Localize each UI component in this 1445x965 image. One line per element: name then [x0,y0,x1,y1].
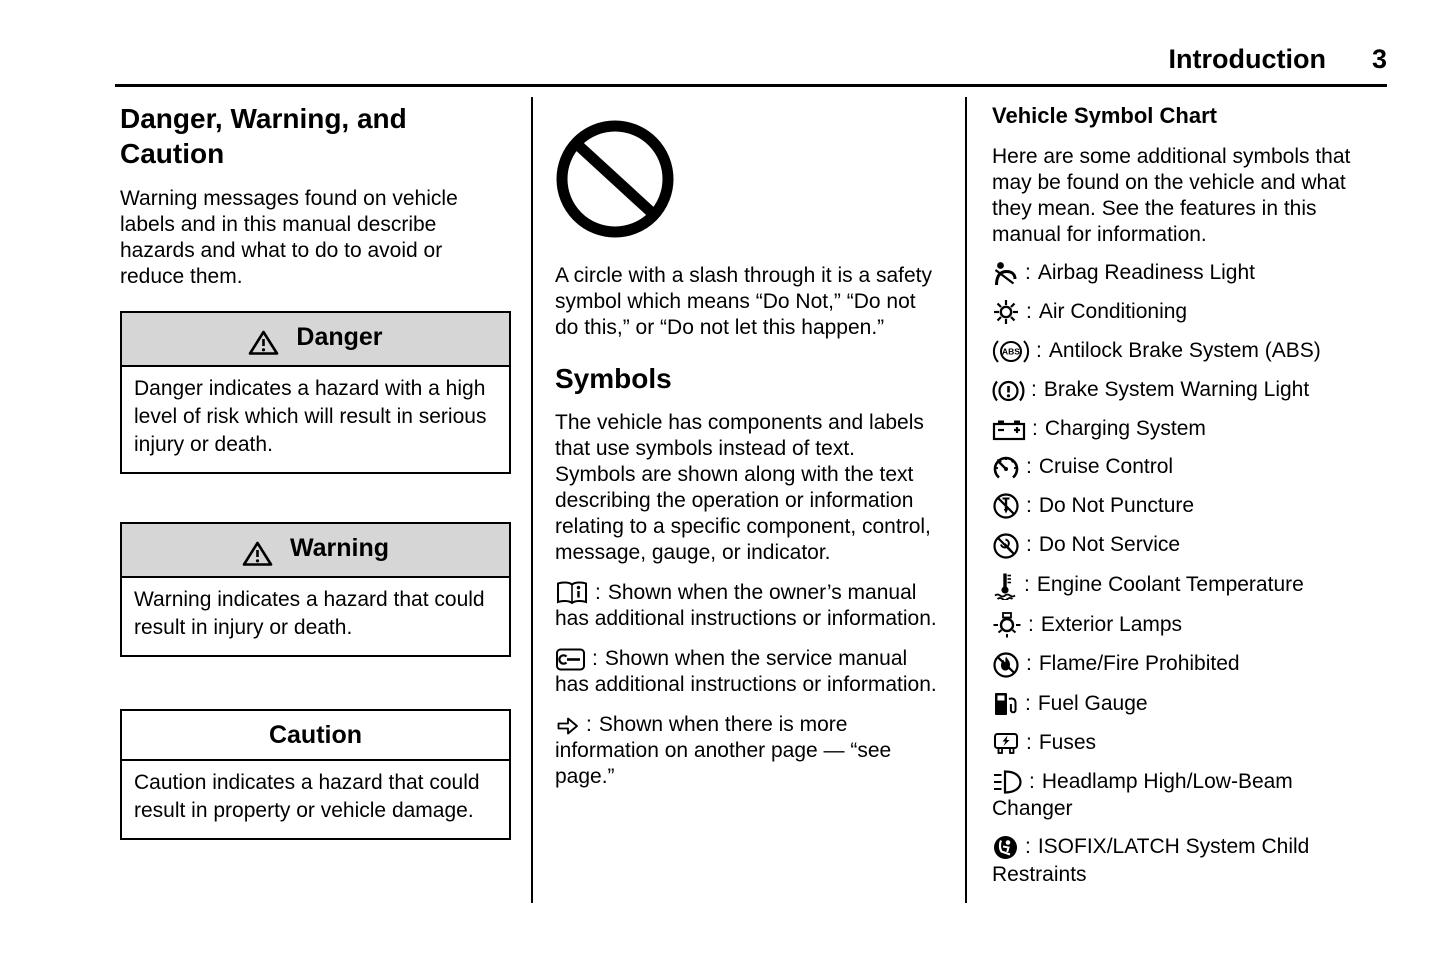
symbols-intro-paragraph: The vehicle has components and labels that use symbols instead of text. Symbols are shown along with the text describing the operation or information relating to a specific component, control, message, gauge, or indicator. [555,411,931,564]
symbol-row [992,298,1374,326]
symbol-row [992,415,1374,442]
headlamp-beam-icon [992,769,1023,795]
symbol-row [992,337,1374,365]
do-not-service-icon [992,532,1020,560]
symbol-label: Air Conditioning [1038,299,1188,323]
danger-box-title: Danger [296,323,383,351]
svg-text:ABS: ABS [1002,346,1020,357]
symbol-label: Headlamp High/Low-Beam Changer [992,769,1293,821]
page-title: Introduction [1168,44,1326,74]
caution-box-title: Caution [268,720,363,749]
symbol-row [992,833,1374,888]
symbols-heading: Symbols [555,363,672,394]
symbol-label: Cruise Control [1038,454,1174,478]
separator: : [1025,691,1031,715]
symbol-row [992,650,1374,678]
page-header [1169,44,1388,75]
service-manual-icon [555,647,586,672]
separator: : [1031,378,1037,402]
owners-manual-icon [555,580,589,606]
symbol-label: Airbag Readiness Light [1037,261,1255,284]
danger-box-body: Danger indicates a hazard with a high level of risk which will result in serious injury or death. [134,376,487,456]
separator: : [1032,416,1038,440]
symbol-label: Fuel Gauge [1037,691,1148,715]
abs-icon [992,338,1030,365]
symbol-note-label: Shown when the owner’s manual has additional instructions or information. [555,581,937,631]
symbol-label: Brake System Warning Light [1043,378,1310,402]
separator: : [1036,339,1042,363]
symbol-label: Exterior Lamps [1040,612,1183,636]
separator: : [1026,652,1032,676]
symbol-label: ISOFIX/LATCH System Child Restraints [992,835,1310,887]
symbol-row [992,376,1374,403]
page-number: 3 [1371,44,1387,74]
prohibition-caption: A circle with a slash through it is a safety symbol which means “Do Not,” “Do not do this,” or “Do not let this happen.” [555,264,933,339]
coolant-temperature-icon [992,571,1018,600]
symbol-row [992,571,1374,600]
symbol-note-see-page [555,712,937,790]
see-page-arrow-icon [555,714,580,738]
symbol-label: Do Not Puncture [1038,493,1195,517]
exterior-lamps-icon [992,611,1022,639]
separator: : [586,713,592,737]
air-conditioning-icon [992,298,1020,326]
separator: : [1026,454,1032,478]
separator: : [1028,612,1034,636]
symbol-row [992,453,1374,481]
prohibition-icon [555,119,675,239]
warning-triangle-icon [248,329,279,356]
symbol-row [992,729,1374,757]
separator: : [1029,769,1035,793]
page-content [0,97,1445,903]
caution-box [120,709,511,840]
symbol-note-service-manual [555,646,937,698]
warning-box-title: Warning [289,533,389,562]
symbol-row [992,768,1374,822]
symbol-note-owners-manual [555,580,937,632]
warning-box [120,522,511,657]
separator: : [1026,731,1032,755]
symbol-row [992,259,1374,287]
left-intro-paragraph: Warning messages found on vehicle labels and in this manual describe hazards and what to do to avoid or reduce them. [120,187,458,288]
left-column [0,97,531,840]
flame-prohibited-icon [992,651,1020,679]
symbol-label: Engine Coolant Temperature [1036,572,1304,596]
symbol-note-label: Shown when the service manual has additional instructions or information. [555,647,937,697]
separator: : [1024,572,1030,596]
danger-box [120,311,511,474]
separator: : [1026,299,1032,323]
symbol-label: Do Not Service [1038,533,1181,557]
separator: : [1026,533,1032,557]
warning-box-body: Warning indicates a hazard that could result in injury or death. [134,587,485,639]
caution-box-header [122,711,509,761]
danger-box-header [122,313,509,367]
battery-icon [992,417,1026,442]
do-not-puncture-icon [992,492,1020,520]
caution-box-body: Caution indicates a hazard that could result in property or vehicle damage. [134,770,480,822]
symbol-label: Fuses [1038,731,1097,755]
symbol-note-label: Shown when there is more information on another page — “see page.” [555,713,892,789]
cruise-control-icon [992,454,1020,481]
symbol-label: Flame/Fire Prohibited [1038,652,1240,676]
fuel-gauge-icon [992,690,1019,718]
symbol-chart-intro: Here are some additional symbols that may be found on the vehicle and what they mean. See the features in this manual for information. [992,145,1351,246]
symbol-label: Charging System [1044,416,1206,440]
warning-triangle-icon [242,540,273,567]
middle-column [533,97,965,790]
symbol-label: Antilock Brake System (ABS) [1048,339,1321,363]
airbag-icon [992,260,1019,287]
separator: : [595,581,601,604]
isofix-child-restraint-icon [992,834,1019,861]
separator: : [1025,835,1031,859]
symbol-row [992,531,1374,559]
right-column [967,97,1445,888]
header-rule [115,84,1387,87]
separator: : [1025,261,1031,284]
separator: : [592,647,598,671]
vehicle-symbol-chart-heading: Vehicle Symbol Chart [992,103,1217,128]
symbol-row [992,611,1374,639]
fuses-icon [992,730,1020,757]
brake-warning-icon [992,378,1025,404]
separator: : [1026,493,1032,517]
symbol-row [992,690,1374,718]
warning-box-header [122,524,509,578]
section-heading: Danger, Warning, and Caution [120,103,407,169]
symbol-row [992,492,1374,520]
